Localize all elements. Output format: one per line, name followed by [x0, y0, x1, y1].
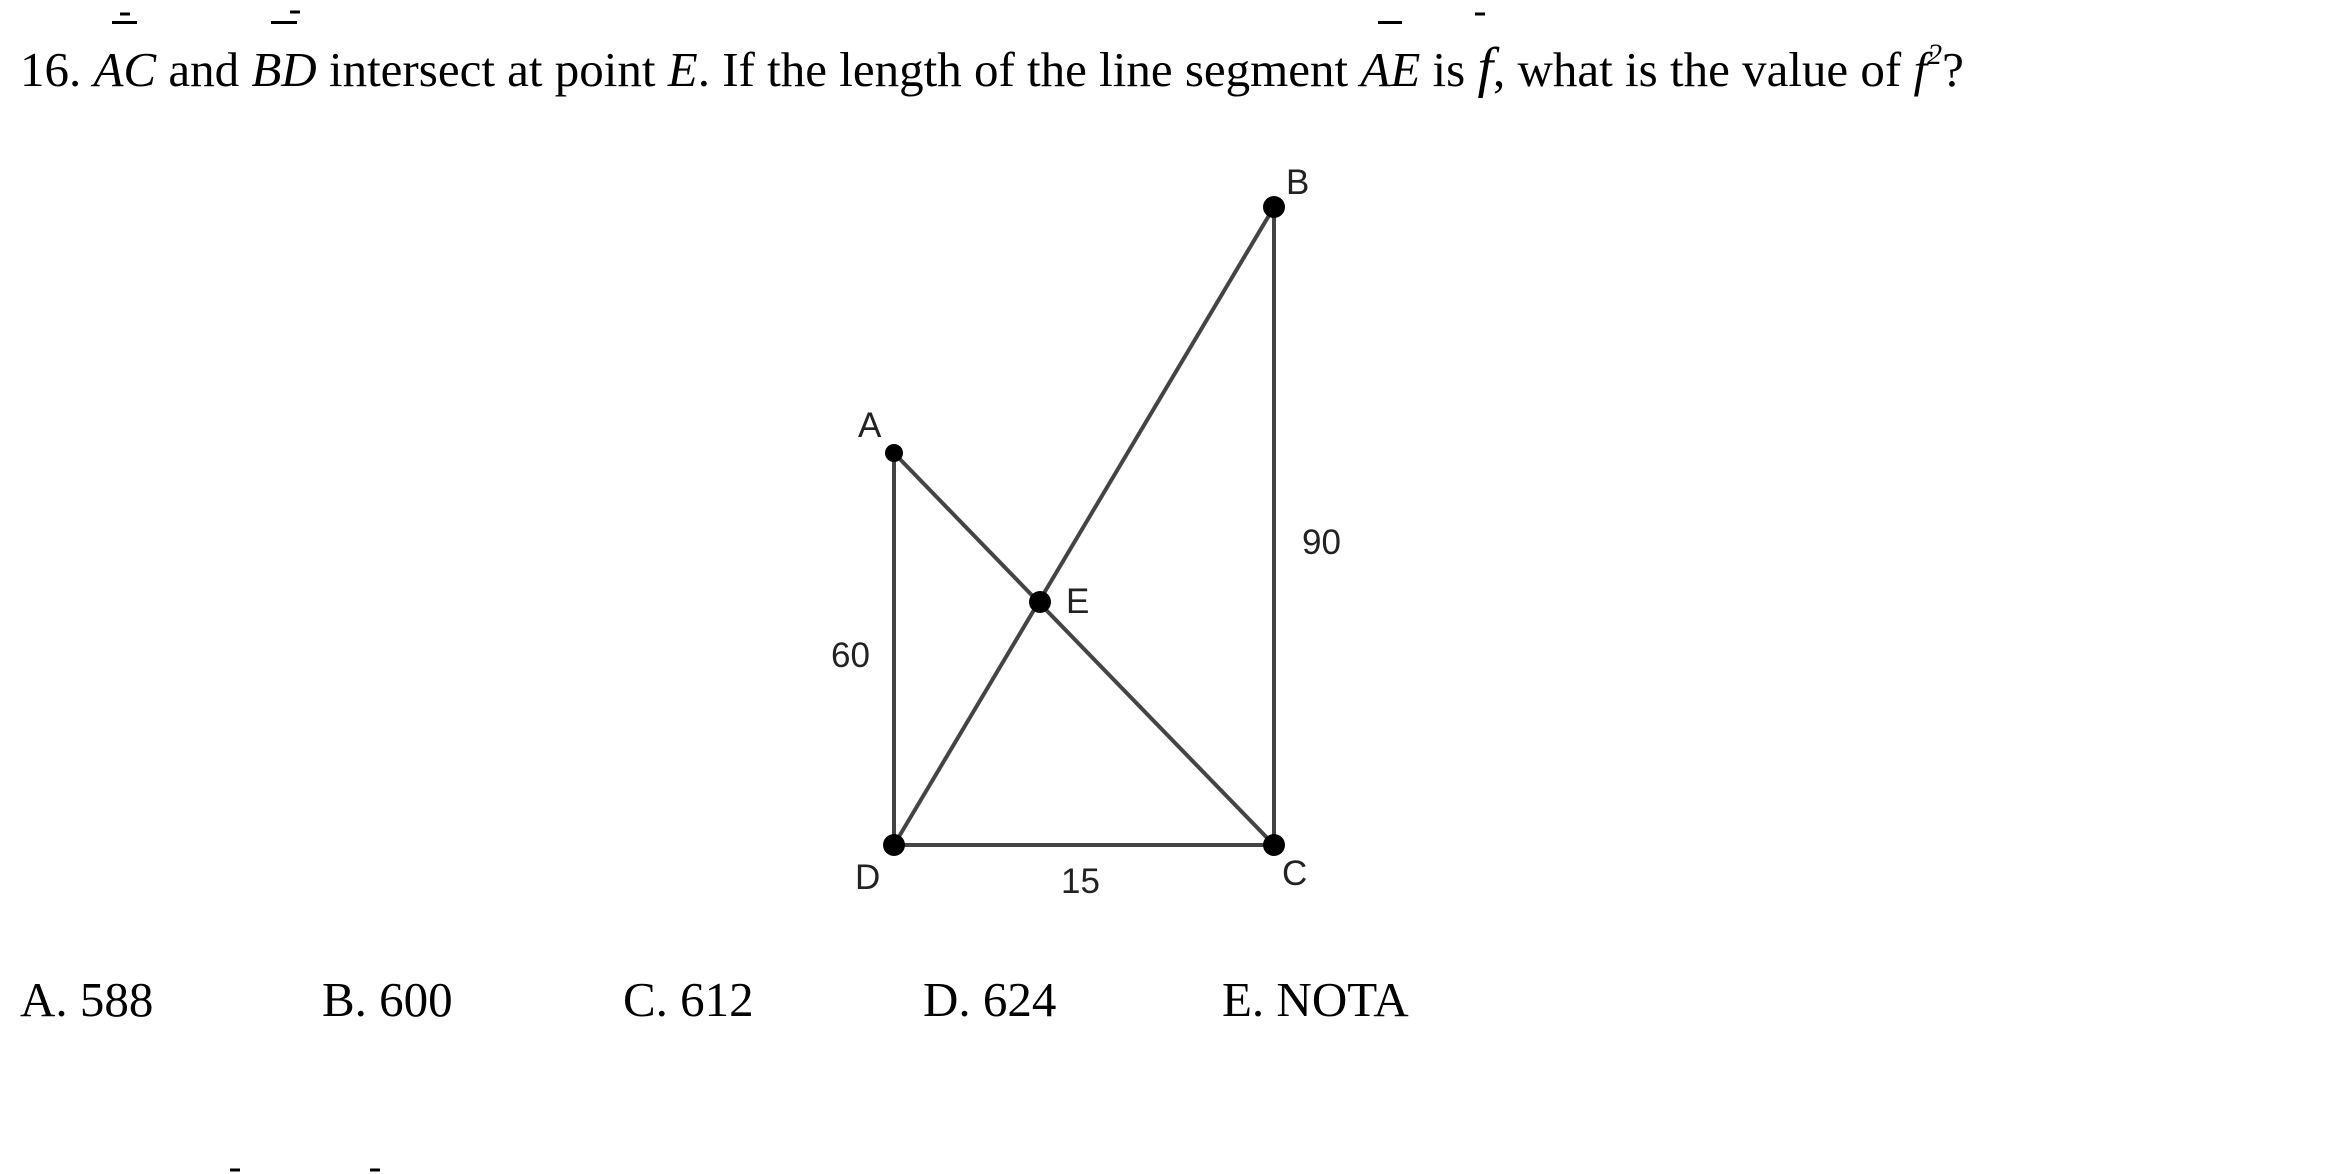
- segment-ae: AE: [1360, 38, 1420, 102]
- question-text-part2: . If the length of the line segment: [697, 42, 1349, 97]
- length-dc: 15: [1061, 862, 1100, 901]
- exponent: 2: [1927, 38, 1943, 71]
- variable-f: f: [1477, 37, 1494, 99]
- word-is: is: [1432, 42, 1466, 97]
- label-b: B: [1286, 163, 1310, 202]
- length-ad: 60: [831, 636, 870, 675]
- question-text-part1: intersect at point: [328, 42, 656, 97]
- question-mark: ?: [1942, 42, 1964, 97]
- choice-a: A. 588: [20, 972, 154, 1027]
- choice-d: D. 624: [923, 972, 1057, 1027]
- label-a: A: [858, 406, 882, 445]
- choice-b: B. 600: [322, 972, 453, 1027]
- segment-ac: AC: [94, 38, 157, 102]
- variable-f-base: f: [1913, 42, 1928, 97]
- label-e: E: [1066, 582, 1090, 621]
- stray-marks-group: [120, 12, 1485, 1170]
- point-e-ref: E: [667, 42, 698, 97]
- segment-bd: BD: [251, 38, 316, 102]
- question-number: 16.: [20, 42, 82, 97]
- question-text-part3: , what is the value of: [1493, 42, 1902, 97]
- choice-c: C. 612: [623, 972, 754, 1027]
- word-and: and: [168, 42, 240, 97]
- choice-e: E. NOTA: [1222, 972, 1409, 1027]
- label-c: C: [1282, 854, 1308, 893]
- length-bc: 90: [1302, 523, 1341, 562]
- label-d: D: [855, 858, 881, 897]
